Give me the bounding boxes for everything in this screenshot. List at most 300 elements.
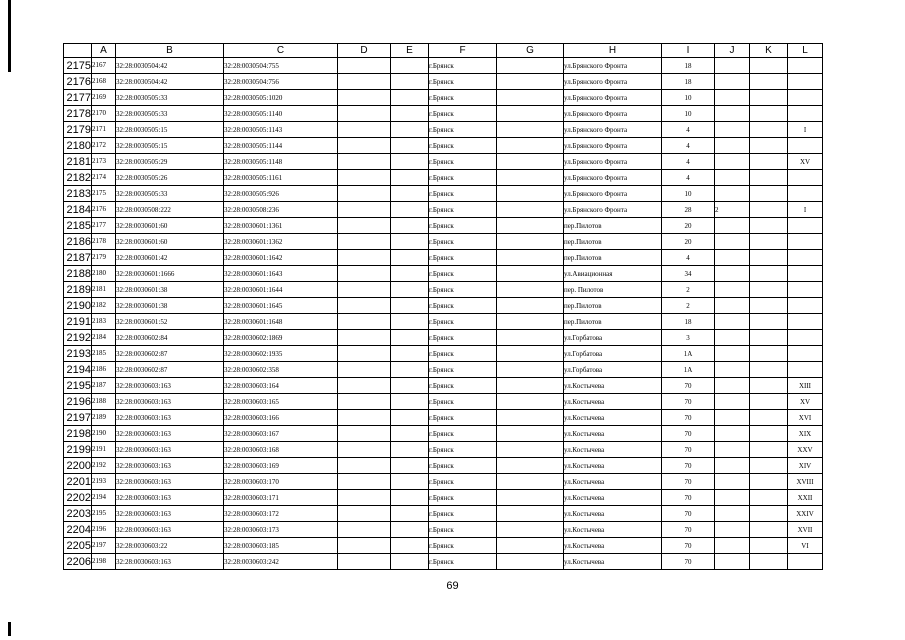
- cell-d: [338, 234, 391, 250]
- cell-d: [338, 490, 391, 506]
- cell-i: 70: [662, 378, 715, 394]
- cell-l: [788, 314, 823, 330]
- cell-e: [391, 442, 429, 458]
- cell-b: 32:28:0030603:163: [116, 378, 224, 394]
- cell-i: 4: [662, 154, 715, 170]
- table-row: [64, 58, 823, 74]
- cell-c: 32:28:0030603:242: [224, 554, 338, 570]
- cell-i: 2: [662, 282, 715, 298]
- cell-k: [750, 58, 788, 74]
- cell-k: [750, 90, 788, 106]
- cell-f: г.Брянск: [429, 250, 497, 266]
- table-row: [64, 474, 823, 490]
- cell-l: [788, 74, 823, 90]
- cell-j: [715, 490, 750, 506]
- cell-j: [715, 554, 750, 570]
- cell-d: [338, 554, 391, 570]
- cell-b: 32:28:0030505:33: [116, 106, 224, 122]
- cell-a: 2174: [92, 170, 116, 186]
- cell-i: 70: [662, 410, 715, 426]
- cell-l: XXV: [788, 442, 823, 458]
- cell-d: [338, 266, 391, 282]
- cell-k: [750, 250, 788, 266]
- cell-f: г.Брянск: [429, 106, 497, 122]
- row-number: 2201: [64, 474, 92, 490]
- cell-i: 18: [662, 74, 715, 90]
- cell-g: [497, 554, 564, 570]
- table-row: [64, 538, 823, 554]
- cell-j: [715, 298, 750, 314]
- cell-b: 32:28:0030601:60: [116, 218, 224, 234]
- cell-j: [715, 234, 750, 250]
- cell-i: 18: [662, 58, 715, 74]
- cell-i: 20: [662, 218, 715, 234]
- cell-e: [391, 170, 429, 186]
- cell-l: [788, 234, 823, 250]
- cell-h: пер.Пилотов: [564, 234, 662, 250]
- cell-d: [338, 90, 391, 106]
- row-number: 2179: [64, 122, 92, 138]
- cell-l: XV: [788, 154, 823, 170]
- row-number: 2198: [64, 426, 92, 442]
- cell-b: 32:28:0030601:38: [116, 298, 224, 314]
- cell-d: [338, 394, 391, 410]
- cell-f: г.Брянск: [429, 330, 497, 346]
- cell-g: [497, 58, 564, 74]
- table-row: [64, 442, 823, 458]
- cell-l: [788, 250, 823, 266]
- table-row: [64, 298, 823, 314]
- cell-i: 70: [662, 474, 715, 490]
- cell-l: [788, 90, 823, 106]
- cell-f: г.Брянск: [429, 170, 497, 186]
- cell-c: 32:28:0030602:1935: [224, 346, 338, 362]
- cell-b: 32:28:0030603:163: [116, 506, 224, 522]
- cell-h: пер. Пилотов: [564, 282, 662, 298]
- cell-h: ул.Авиационная: [564, 266, 662, 282]
- cell-e: [391, 490, 429, 506]
- cell-f: г.Брянск: [429, 58, 497, 74]
- cell-i: 4: [662, 138, 715, 154]
- cell-h: ул.Костычева: [564, 522, 662, 538]
- cell-a: 2181: [92, 282, 116, 298]
- cell-c: 32:28:0030601:1642: [224, 250, 338, 266]
- cell-i: 1А: [662, 362, 715, 378]
- cell-h: ул.Костычева: [564, 394, 662, 410]
- cell-h: ул.Костычева: [564, 458, 662, 474]
- row-number: 2199: [64, 442, 92, 458]
- cell-l: XIII: [788, 378, 823, 394]
- row-number: 2188: [64, 266, 92, 282]
- cell-d: [338, 474, 391, 490]
- cell-j: [715, 138, 750, 154]
- cell-a: 2172: [92, 138, 116, 154]
- table-row: [64, 362, 823, 378]
- cell-d: [338, 138, 391, 154]
- cell-e: [391, 378, 429, 394]
- cell-b: 32:28:0030603:163: [116, 442, 224, 458]
- cell-a: 2194: [92, 490, 116, 506]
- cell-e: [391, 90, 429, 106]
- page-number: 69: [446, 580, 459, 592]
- cell-l: [788, 106, 823, 122]
- cell-a: 2167: [92, 58, 116, 74]
- cell-f: г.Брянск: [429, 218, 497, 234]
- cell-j: [715, 122, 750, 138]
- cell-c: 32:28:0030505:1140: [224, 106, 338, 122]
- cell-c: 32:28:0030601:1648: [224, 314, 338, 330]
- cell-a: 2193: [92, 474, 116, 490]
- scan-margin-mark-bottom: [8, 622, 11, 636]
- cell-c: 32:28:0030603:167: [224, 426, 338, 442]
- cell-c: 32:28:0030505:1148: [224, 154, 338, 170]
- row-number: 2195: [64, 378, 92, 394]
- cell-h: ул.Костычева: [564, 506, 662, 522]
- cell-k: [750, 554, 788, 570]
- cell-b: 32:28:0030601:42: [116, 250, 224, 266]
- table-row: [64, 282, 823, 298]
- cell-l: [788, 266, 823, 282]
- cell-l: XVI: [788, 410, 823, 426]
- cell-l: XVII: [788, 522, 823, 538]
- cell-d: [338, 458, 391, 474]
- cell-k: [750, 298, 788, 314]
- cell-b: 32:28:0030603:163: [116, 394, 224, 410]
- cell-g: [497, 282, 564, 298]
- cell-k: [750, 186, 788, 202]
- row-number: 2176: [64, 74, 92, 90]
- cell-h: ул.Брянского Фронта: [564, 106, 662, 122]
- cell-c: 32:28:0030602:358: [224, 362, 338, 378]
- cell-g: [497, 314, 564, 330]
- table-row: [64, 490, 823, 506]
- cell-j: [715, 458, 750, 474]
- cell-f: г.Брянск: [429, 74, 497, 90]
- cell-k: [750, 234, 788, 250]
- cell-k: [750, 474, 788, 490]
- cell-k: [750, 154, 788, 170]
- cell-g: [497, 202, 564, 218]
- cell-i: 1А: [662, 346, 715, 362]
- cell-g: [497, 410, 564, 426]
- cell-k: [750, 282, 788, 298]
- cell-f: г.Брянск: [429, 410, 497, 426]
- cell-k: [750, 522, 788, 538]
- cell-b: 32:28:0030505:33: [116, 186, 224, 202]
- cell-d: [338, 362, 391, 378]
- cell-i: 3: [662, 330, 715, 346]
- cell-d: [338, 346, 391, 362]
- cell-e: [391, 330, 429, 346]
- table-row: [64, 106, 823, 122]
- cell-j: [715, 474, 750, 490]
- cell-k: [750, 202, 788, 218]
- cell-d: [338, 442, 391, 458]
- cell-k: [750, 426, 788, 442]
- cell-i: 4: [662, 170, 715, 186]
- column-header-k: K: [750, 44, 788, 58]
- column-header-l: L: [788, 44, 823, 58]
- cell-f: г.Брянск: [429, 346, 497, 362]
- row-number: 2193: [64, 346, 92, 362]
- cell-g: [497, 346, 564, 362]
- cell-i: 70: [662, 394, 715, 410]
- cell-f: г.Брянск: [429, 282, 497, 298]
- row-number: 2200: [64, 458, 92, 474]
- cell-f: г.Брянск: [429, 554, 497, 570]
- cell-g: [497, 250, 564, 266]
- cell-e: [391, 362, 429, 378]
- cell-j: [715, 218, 750, 234]
- cell-e: [391, 106, 429, 122]
- cell-e: [391, 266, 429, 282]
- cell-j: [715, 362, 750, 378]
- cell-k: [750, 442, 788, 458]
- row-number: 2204: [64, 522, 92, 538]
- column-header-h: H: [564, 44, 662, 58]
- cell-i: 70: [662, 490, 715, 506]
- cell-j: [715, 378, 750, 394]
- cell-e: [391, 458, 429, 474]
- cell-f: г.Брянск: [429, 362, 497, 378]
- cell-g: [497, 362, 564, 378]
- cell-a: 2188: [92, 394, 116, 410]
- cell-j: [715, 346, 750, 362]
- row-number: 2186: [64, 234, 92, 250]
- column-header-g: G: [497, 44, 564, 58]
- cell-g: [497, 90, 564, 106]
- cell-b: 32:28:0030603:22: [116, 538, 224, 554]
- cell-j: [715, 250, 750, 266]
- column-header-i: I: [662, 44, 715, 58]
- cell-h: ул.Горбатова: [564, 346, 662, 362]
- cell-d: [338, 250, 391, 266]
- table-row: [64, 346, 823, 362]
- cell-d: [338, 330, 391, 346]
- cell-b: 32:28:0030603:163: [116, 490, 224, 506]
- cell-k: [750, 330, 788, 346]
- row-number: 2189: [64, 282, 92, 298]
- cell-a: 2197: [92, 538, 116, 554]
- cell-a: 2185: [92, 346, 116, 362]
- cell-c: 32:28:0030603:166: [224, 410, 338, 426]
- cell-l: [788, 330, 823, 346]
- cell-a: 2190: [92, 426, 116, 442]
- cell-i: 4: [662, 122, 715, 138]
- cell-d: [338, 522, 391, 538]
- cell-j: 2: [715, 202, 750, 218]
- cell-a: 2175: [92, 186, 116, 202]
- cell-b: 32:28:0030603:163: [116, 554, 224, 570]
- table-row: [64, 90, 823, 106]
- cell-e: [391, 58, 429, 74]
- cell-k: [750, 538, 788, 554]
- cell-d: [338, 538, 391, 554]
- row-number: 2196: [64, 394, 92, 410]
- cell-i: 10: [662, 106, 715, 122]
- cell-f: г.Брянск: [429, 394, 497, 410]
- cell-g: [497, 298, 564, 314]
- cell-d: [338, 122, 391, 138]
- cell-b: 32:28:0030508:222: [116, 202, 224, 218]
- cell-l: [788, 554, 823, 570]
- cell-c: 32:28:0030601:1643: [224, 266, 338, 282]
- cell-g: [497, 458, 564, 474]
- cell-e: [391, 186, 429, 202]
- cell-d: [338, 298, 391, 314]
- cell-b: 32:28:0030602:87: [116, 346, 224, 362]
- cell-b: 32:28:0030601:38: [116, 282, 224, 298]
- cell-l: [788, 138, 823, 154]
- cell-c: 32:28:0030505:1161: [224, 170, 338, 186]
- cell-j: [715, 266, 750, 282]
- table-row: [64, 202, 823, 218]
- cell-f: г.Брянск: [429, 122, 497, 138]
- cell-d: [338, 202, 391, 218]
- cell-f: г.Брянск: [429, 138, 497, 154]
- cell-b: 32:28:0030603:163: [116, 426, 224, 442]
- cell-f: г.Брянск: [429, 490, 497, 506]
- cell-e: [391, 218, 429, 234]
- table-row: [64, 218, 823, 234]
- cell-l: VI: [788, 538, 823, 554]
- cell-f: г.Брянск: [429, 378, 497, 394]
- table-row: [64, 122, 823, 138]
- column-header-c: C: [224, 44, 338, 58]
- cell-g: [497, 138, 564, 154]
- cell-j: [715, 330, 750, 346]
- cell-g: [497, 330, 564, 346]
- cell-e: [391, 282, 429, 298]
- cell-e: [391, 506, 429, 522]
- row-number: 2191: [64, 314, 92, 330]
- cell-i: 2: [662, 298, 715, 314]
- spreadsheet-table: [63, 43, 823, 570]
- cell-e: [391, 474, 429, 490]
- cell-a: 2186: [92, 362, 116, 378]
- row-number: 2183: [64, 186, 92, 202]
- cell-e: [391, 202, 429, 218]
- cell-j: [715, 58, 750, 74]
- cell-f: г.Брянск: [429, 266, 497, 282]
- cell-l: [788, 186, 823, 202]
- cell-k: [750, 122, 788, 138]
- cell-a: 2183: [92, 314, 116, 330]
- cell-c: 32:28:0030603:164: [224, 378, 338, 394]
- cell-i: 4: [662, 250, 715, 266]
- cell-a: 2168: [92, 74, 116, 90]
- table-row: [64, 378, 823, 394]
- cell-j: [715, 74, 750, 90]
- cell-a: 2173: [92, 154, 116, 170]
- cell-h: пер.Пилотов: [564, 218, 662, 234]
- cell-l: [788, 218, 823, 234]
- cell-g: [497, 186, 564, 202]
- cell-f: г.Брянск: [429, 426, 497, 442]
- cell-e: [391, 426, 429, 442]
- cell-a: 2177: [92, 218, 116, 234]
- table-row: [64, 554, 823, 570]
- cell-k: [750, 218, 788, 234]
- cell-g: [497, 218, 564, 234]
- table-row: [64, 74, 823, 90]
- cell-l: XXIV: [788, 506, 823, 522]
- table-row: [64, 394, 823, 410]
- cell-b: 32:28:0030505:15: [116, 138, 224, 154]
- cell-l: XV: [788, 394, 823, 410]
- cell-l: I: [788, 122, 823, 138]
- cell-h: ул.Брянского Фронта: [564, 74, 662, 90]
- cell-h: пер.Пилотов: [564, 314, 662, 330]
- table-row: [64, 314, 823, 330]
- table-row: [64, 426, 823, 442]
- cell-l: XVIII: [788, 474, 823, 490]
- table-row: [64, 506, 823, 522]
- cell-i: 70: [662, 538, 715, 554]
- cell-f: г.Брянск: [429, 458, 497, 474]
- cell-k: [750, 138, 788, 154]
- cell-c: 32:28:0030601:1361: [224, 218, 338, 234]
- cell-g: [497, 442, 564, 458]
- table-row: [64, 266, 823, 282]
- column-header-j: J: [715, 44, 750, 58]
- cell-a: 2178: [92, 234, 116, 250]
- row-number: 2177: [64, 90, 92, 106]
- cell-c: 32:28:0030603:173: [224, 522, 338, 538]
- table-row: [64, 458, 823, 474]
- column-header-b: B: [116, 44, 224, 58]
- cell-d: [338, 426, 391, 442]
- row-number: 2197: [64, 410, 92, 426]
- cell-a: 2189: [92, 410, 116, 426]
- row-number: 2206: [64, 554, 92, 570]
- cell-a: 2184: [92, 330, 116, 346]
- cell-f: г.Брянск: [429, 186, 497, 202]
- cell-c: 32:28:0030603:168: [224, 442, 338, 458]
- cell-i: 70: [662, 458, 715, 474]
- cell-f: г.Брянск: [429, 506, 497, 522]
- cell-a: 2180: [92, 266, 116, 282]
- table-row: [64, 330, 823, 346]
- cell-d: [338, 106, 391, 122]
- cell-c: 32:28:0030505:1144: [224, 138, 338, 154]
- cell-d: [338, 74, 391, 90]
- cell-b: 32:28:0030505:33: [116, 90, 224, 106]
- cell-h: ул.Горбатова: [564, 362, 662, 378]
- row-number: 2182: [64, 170, 92, 186]
- cell-b: 32:28:0030602:87: [116, 362, 224, 378]
- cell-d: [338, 378, 391, 394]
- cell-k: [750, 106, 788, 122]
- cell-f: г.Брянск: [429, 474, 497, 490]
- cell-b: 32:28:0030601:1666: [116, 266, 224, 282]
- cell-b: 32:28:0030603:163: [116, 522, 224, 538]
- cell-k: [750, 170, 788, 186]
- cell-b: 32:28:0030601:60: [116, 234, 224, 250]
- cell-h: ул.Брянского Фронта: [564, 186, 662, 202]
- cell-k: [750, 506, 788, 522]
- cell-j: [715, 170, 750, 186]
- cell-j: [715, 538, 750, 554]
- cell-l: XIV: [788, 458, 823, 474]
- cell-j: [715, 426, 750, 442]
- cell-d: [338, 410, 391, 426]
- column-header-e: E: [391, 44, 429, 58]
- cell-a: 2196: [92, 522, 116, 538]
- cell-b: 32:28:0030602:84: [116, 330, 224, 346]
- cell-i: 70: [662, 522, 715, 538]
- row-number: 2180: [64, 138, 92, 154]
